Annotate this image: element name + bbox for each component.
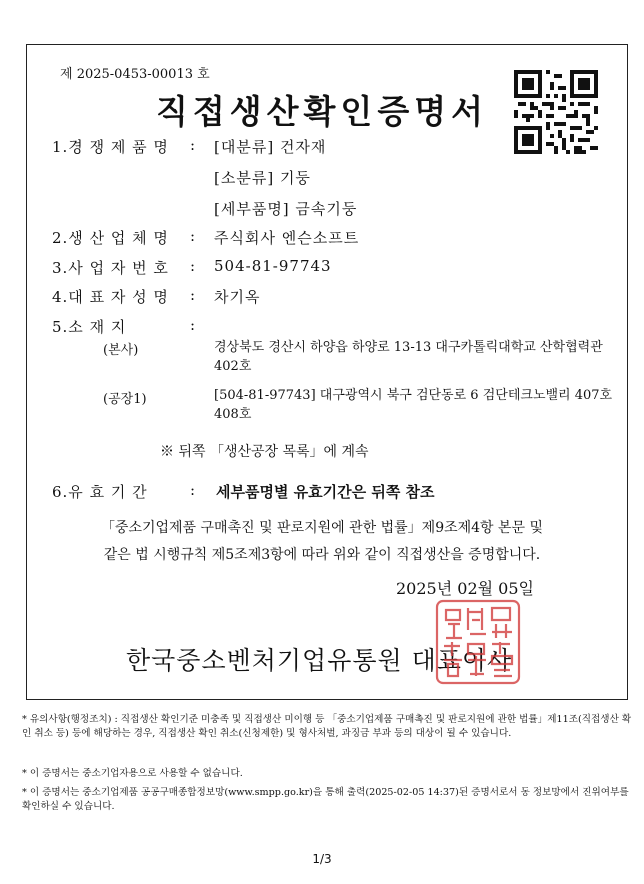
ceo-value: 차기옥 [214,288,261,306]
colon: : [190,136,197,154]
issue-date: 2025년 02월 05일 [396,579,534,598]
colon: : [190,227,197,245]
colon: : [190,257,197,275]
colon: : [190,286,197,304]
hq-label: (본사) [103,343,139,358]
validity-value: 세부품명별 유효기간은 뒤쪽 참조 [216,483,435,501]
official-seal-icon [434,598,522,686]
page-number: 1/3 [312,852,332,866]
producer-value: 주식회사 엔슨소프트 [214,229,360,247]
hq-address: 경상북도 경산시 하양읍 하양로 13-13 대구카톨릭대학교 산학협력관 402호 [214,340,603,374]
business-number-label: 3.사 업 자 번 호 [52,259,169,277]
location-label: 5.소 재 지 [52,318,127,336]
producer-label: 2.생 산 업 체 명 [52,229,169,247]
document-number: 제 2025-0453-00013 호 [60,67,210,82]
detail-product: [세부품명] 금속기둥 [214,200,358,218]
verification-note: * 이 증명서는 중소기업제품 공공구매종합정보망(www.smpp.go.kr)을 통해 출력(2025-02-05 14:37)된 증명서로서 동 정보망에서 진위여부를 확인하실 수 있습니다. [22,787,629,812]
issuer-name: 한국중소벤처기업유통원 대표이사 [126,646,513,675]
minor-category: [소분류] 기둥 [214,169,311,187]
colon: : [190,481,197,499]
business-number-value: 504-81-97743 [214,257,332,275]
major-category: [대분류] 건자재 [214,138,327,156]
legal-text-line-2: 같은 법 시행규칙 제5조제3항에 따라 위와 같이 직접생산을 증명합니다. [103,547,541,563]
continuation-notice: ※ 뒤쪽 「생산공장 목록」에 계속 [160,444,369,460]
usage-note: * 이 증명서는 중소기업자용으로 사용할 수 없습니다. [22,768,243,779]
colon: : [190,316,197,334]
factory-address: [504-81-97743] 대구광역시 북구 검단동로 6 검단테크노밸리 407호 408호 [214,388,613,422]
product-name-label: 1.경 쟁 제 품 명 [52,138,169,156]
ceo-label: 4.대 표 자 성 명 [52,288,169,306]
legal-text-line-1: 「중소기업제품 구매촉진 및 판로지원에 관한 법률」제9조제4항 본문 및 [100,520,544,536]
validity-label: 6.유 효 기 간 [52,483,148,501]
factory-label: (공장1) [103,392,147,407]
certificate-title: 직접생산확인증명서 [156,92,488,131]
qr-code-icon [514,70,598,154]
caution-note: * 유의사항(행정조치) : 직접생산 확인기준 미충족 및 직접생산 미이행 등 「중소기업제품 구매촉진 및 판로지원에 관한 법률」제11조(직접생산 확인 취소 등) 등에 해당하는 경우, 직접생산 확인 취소(신청제한) 및 형사처벌, 과징금 부과 등의 대상이 될 수 있습니다. [22,714,632,739]
